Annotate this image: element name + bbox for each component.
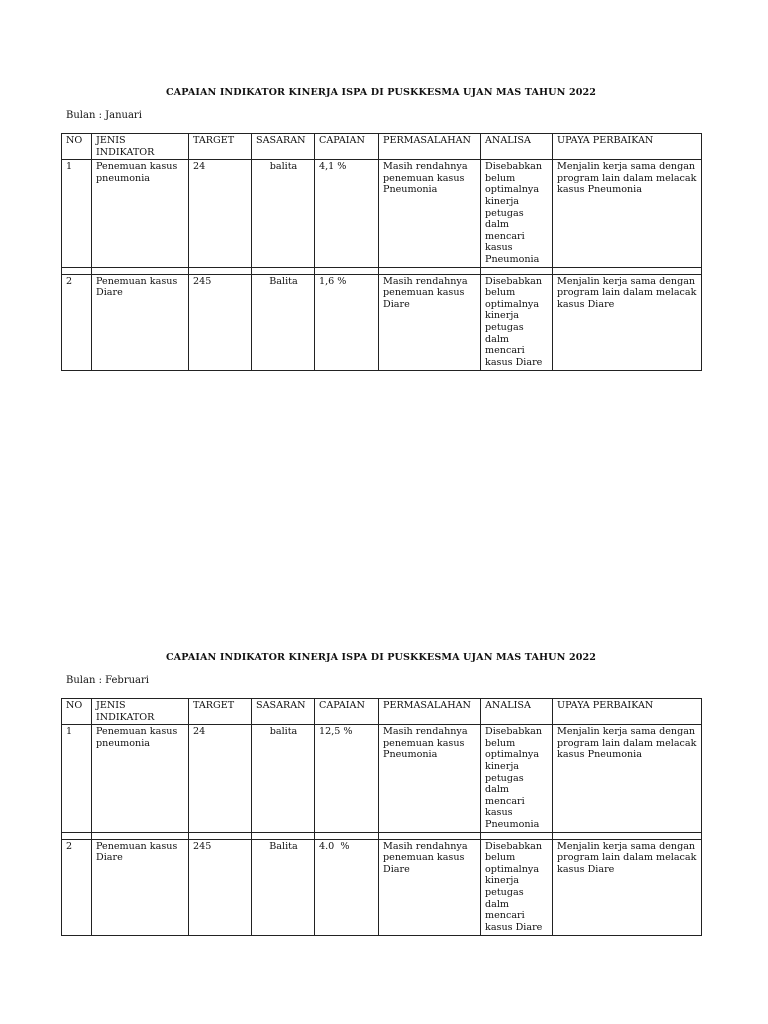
cell-permasalahan: Masih rendahnya penemuan kasus Pneumonia bbox=[379, 725, 481, 832]
cell-capaian: 1,6 % bbox=[315, 274, 379, 370]
cell-target: 245 bbox=[189, 274, 252, 370]
cell-no: 2 bbox=[62, 839, 92, 935]
cell-sasaran: balita bbox=[252, 725, 315, 832]
table-row bbox=[62, 160, 702, 267]
month-label: Bulan : Februari bbox=[66, 675, 149, 686]
header-analisa: ANALISA bbox=[481, 699, 553, 725]
cell-upaya: Menjalin kerja sama dengan program lain dalam melacak kasus Diare bbox=[553, 274, 702, 370]
cell-no: 1 bbox=[62, 725, 92, 832]
header-sasaran: SASARAN bbox=[252, 699, 315, 725]
cell-analisa: Disebabkan belum optimalnya kinerja petugas dalm mencari kasus Pneumonia bbox=[481, 160, 553, 267]
cell-upaya: Menjalin kerja sama dengan program lain dalam melacak kasus Pneumonia bbox=[553, 725, 702, 832]
table-row bbox=[62, 274, 702, 370]
cell-jenis: Penemuan kasus Diare bbox=[92, 839, 189, 935]
header-upaya-perbaikan: UPAYA PERBAIKAN bbox=[553, 134, 702, 160]
cell-jenis: Penemuan kasus Diare bbox=[92, 274, 189, 370]
cell-no: 1 bbox=[62, 160, 92, 267]
table-header-row bbox=[62, 699, 702, 725]
header-jenis-indikator: JENIS INDIKATOR bbox=[92, 699, 189, 725]
header-target: TARGET bbox=[189, 134, 252, 160]
cell-target: 245 bbox=[189, 839, 252, 935]
cell-analisa: Disebabkan belum optimalnya kinerja petugas dalm mencari kasus Diare bbox=[481, 274, 553, 370]
table-row bbox=[62, 725, 702, 832]
cell-capaian: 4.0 % bbox=[315, 839, 379, 935]
cell-target: 24 bbox=[189, 725, 252, 832]
header-permasalahan: PERMASALAHAN bbox=[379, 699, 481, 725]
cell-no: 2 bbox=[62, 274, 92, 370]
header-sasaran: SASARAN bbox=[252, 134, 315, 160]
cell-permasalahan: Masih rendahnya penemuan kasus Diare bbox=[379, 274, 481, 370]
table-row bbox=[62, 839, 702, 935]
cell-sasaran: Balita bbox=[252, 274, 315, 370]
table-spacer-row bbox=[62, 267, 702, 274]
cell-target: 24 bbox=[189, 160, 252, 267]
report-title: CAPAIAN INDIKATOR KINERJA ISPA DI PUSKKESMA UJAN MAS TAHUN 2022 bbox=[165, 652, 597, 663]
header-no: NO bbox=[62, 134, 92, 160]
header-analisa: ANALISA bbox=[481, 134, 553, 160]
cell-sasaran: Balita bbox=[252, 839, 315, 935]
cell-jenis: Penemuan kasus pneumonia bbox=[92, 160, 189, 267]
table-header-row bbox=[62, 134, 702, 160]
header-capaian: CAPAIAN bbox=[315, 699, 379, 725]
cell-capaian: 12,5 % bbox=[315, 725, 379, 832]
header-capaian: CAPAIAN bbox=[315, 134, 379, 160]
cell-analisa: Disebabkan belum optimalnya kinerja petugas dalm mencari kasus Pneumonia bbox=[481, 725, 553, 832]
header-permasalahan: PERMASALAHAN bbox=[379, 134, 481, 160]
cell-capaian: 4,1 % bbox=[315, 160, 379, 267]
indicator-table bbox=[61, 133, 702, 371]
indicator-table bbox=[61, 698, 702, 936]
cell-sasaran: balita bbox=[252, 160, 315, 267]
cell-permasalahan: Masih rendahnya penemuan kasus Pneumonia bbox=[379, 160, 481, 267]
header-jenis-indikator: JENIS INDIKATOR bbox=[92, 134, 189, 160]
header-no: NO bbox=[62, 699, 92, 725]
table-spacer-row bbox=[62, 832, 702, 839]
report-title: CAPAIAN INDIKATOR KINERJA ISPA DI PUSKKESMA UJAN MAS TAHUN 2022 bbox=[165, 87, 597, 98]
header-target: TARGET bbox=[189, 699, 252, 725]
month-label: Bulan : Januari bbox=[66, 110, 142, 121]
cell-analisa: Disebabkan belum optimalnya kinerja petugas dalm mencari kasus Diare bbox=[481, 839, 553, 935]
cell-jenis: Penemuan kasus pneumonia bbox=[92, 725, 189, 832]
cell-upaya: Menjalin kerja sama dengan program lain dalam melacak kasus Diare bbox=[553, 839, 702, 935]
header-upaya-perbaikan: UPAYA PERBAIKAN bbox=[553, 699, 702, 725]
cell-permasalahan: Masih rendahnya penemuan kasus Diare bbox=[379, 839, 481, 935]
cell-upaya: Menjalin kerja sama dengan program lain dalam melacak kasus Pneumonia bbox=[553, 160, 702, 267]
